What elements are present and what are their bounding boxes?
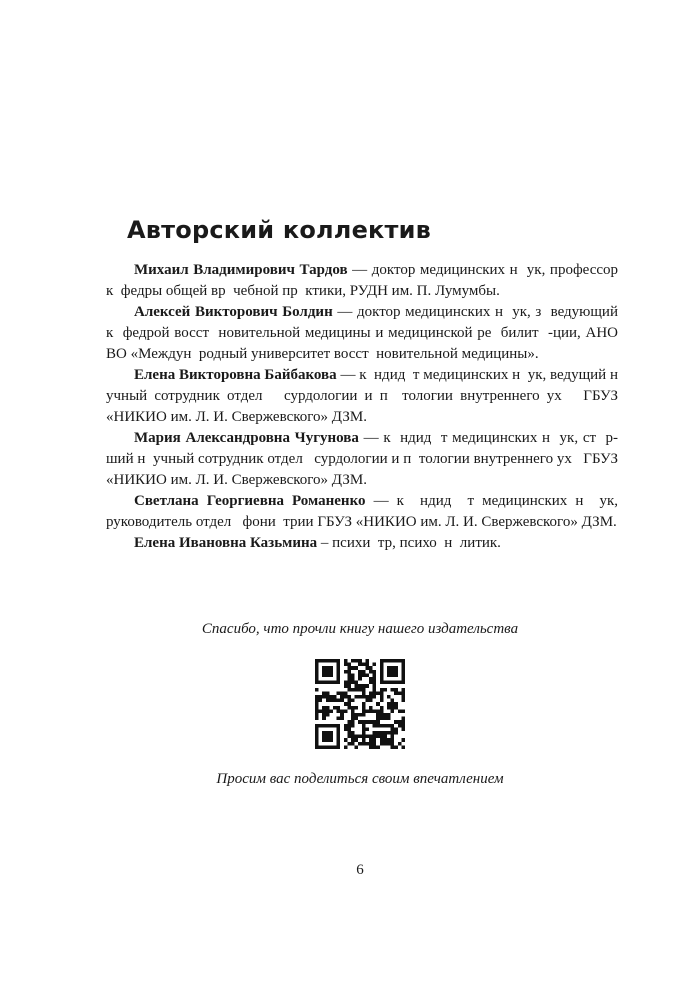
page-number: 6 <box>356 862 364 878</box>
author-name: Мария Александровна Чугунова <box>134 430 359 446</box>
author-entry <box>106 365 626 428</box>
author-entry <box>106 491 622 533</box>
author-description: — к ндид т медицинских н ук, ст р-ший н учный сотрудник отдел сурдологии и п тологии внутреннего ух ГБУЗ «НИКИО им. Л. И. Свержевского» ДЗМ. <box>106 430 622 488</box>
author-description: — к ндид т медицинских н ук, ведущий н учный сотрудник отдел сурдологии и п тологии внутреннего ух ГБУЗ «НИКИО им. Л. И. Свержевского» ДЗМ. <box>106 367 626 425</box>
author-list <box>106 260 626 554</box>
author-entry <box>106 260 622 302</box>
thanks-note: Спасибо, что прочли книгу нашего издательства <box>201 621 519 637</box>
author-description: – психи тр, психо н литик. <box>317 535 501 551</box>
author-description: — доктор медицинских н ук, з ведующий к федрой восст новительной медицины и медицинской ре билит -ции, АНО ВО «Междун родный университет восст новительной медицины». <box>106 304 622 362</box>
author-description: — к ндид т медицинских н ук, руководитель отдел фони трии ГБУЗ «НИКИО им. Л. И. Свержевского» ДЗМ. <box>106 493 622 530</box>
author-name: Михаил Владимирович Тардов <box>134 262 348 278</box>
author-entry <box>106 533 618 554</box>
author-name: Елена Викторовна Байбакова <box>134 367 337 383</box>
author-entry <box>106 302 622 365</box>
section-heading: Авторский коллектив <box>127 216 432 244</box>
author-name: Елена Ивановна Казьмина <box>134 535 318 551</box>
qr-code-icon <box>315 659 405 749</box>
author-entry <box>106 428 622 491</box>
author-name: Алексей Викторович Болдин <box>134 304 333 320</box>
author-name: Светлана Георгиевна Романенко <box>134 493 366 509</box>
share-request: Просим вас поделиться своим впечатлением <box>216 771 504 787</box>
author-description: — доктор медицинских н ук, профессор к федры общей вр чебной пр ктики, РУДН им. П. Лумумбы. <box>106 262 622 299</box>
